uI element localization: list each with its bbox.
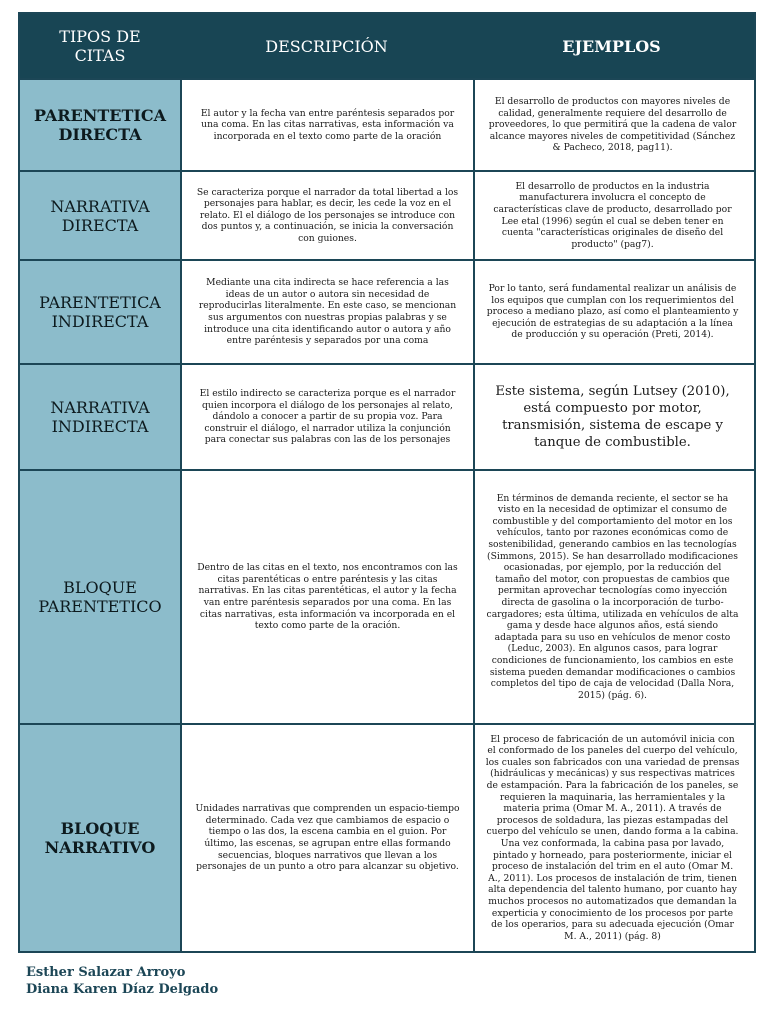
description-cell: Mediante una cita indirecta se hace referencia a las ideas de un autor o autora sin necesidad de reproducirlas literalmente. En este caso, se mencionan sus argumentos con nuestras propias palabras y se introduce una cita identificando autor o autora y año entre paréntesis y separados por una coma [180,261,473,363]
example-cell: El desarrollo de productos con mayores niveles de calidad, generalmente requiere del desarrollo de proveedores, lo que permitirá que la cadena de valor alcance mayores niveles de competitividad (Sánchez & Pacheco, 2018, pag11). [473,80,750,170]
table-row [20,259,754,363]
description-cell: Unidades narrativas que comprenden un espacio-tiempo determinado. Cada vez que cambiamos de espacio o tiempo o las dos, la escena cambia en el guion. Por último, las escenas, se agrupan entre ellas formando secuencias, bloques narrativos que llevan a los personajes de un punto a otro para alcanzar su objetivo. [180,725,473,951]
table-row [20,723,754,951]
type-label: PARENTETICA DIRECTA [20,80,180,170]
citation-types-table [18,12,756,953]
type-label: PARENTETICA INDIRECTA [20,261,180,363]
example-cell: El desarrollo de productos en la industria manufacturera involucra el concepto de características clave de producto, desarrollado por Lee etal (1996) según el cual se deben tener en cuenta "características originales de diseño del producto" (pag7). [473,172,750,259]
example-cell: El proceso de fabricación de un automóvil inicia con el conformado de los paneles del cuerpo del vehículo, los cuales son fabricados con una variedad de prensas (hidráulicas y mecánicas) y sus respectivas matrices de estampación. Para la fabricación de los paneles, se requieren la maquinaria, las herramientales y la materia prima (Omar M. A., 2011). A través de procesos de soldadura, las piezas estampadas del cuerpo del vehículo se unen, dando forma a la cabina. Una vez conformada, la cabina pasa por lavado, pintado y horneado, para posteriormente, iniciar el proceso de instalación del trim en el auto (Omar M. A., 2011). Los procesos de instalación de trim, tienen alta dependencia del talento humano, por cuanto hay muchos procesos no automatizados que demandan la experticia y conocimiento de los procesos por parte de los operarios, para su adecuada ejecución (Omar M. A., 2011) (pág. 8) [473,725,750,951]
description-cell: Se caracteriza porque el narrador da total libertad a los personajes para hablar, es decir, les cede la voz en el relato. El el diálogo de los personajes se introduce con dos puntos y, a continuación, se inicia la conversación con guiones. [180,172,473,259]
author-name: Diana Karen Díaz Delgado [26,982,219,997]
example-cell: En términos de demanda reciente, el sector se ha visto en la necesidad de optimizar el consumo de combustible y del comportamiento del motor en los vehículos, tanto por razones económicas como de sostenibilidad, generando cambios en las tecnologías (Simmons, 2015). Se han desarrollado modificaciones ocasionadas, por ejemplo, por la reducción del tamaño del motor, con propuestas de cambios que permitan aprovechar tecnologías como inyección directa de gasolina o la incorporación de turbo-cargadores; esta última, utilizada en vehículos de alta gama y desde hace algunos años, está siendo adaptada para su uso en vehículos de menor costo (Leduc, 2003). En algunos casos, para lograr condiciones de funcionamiento, los cambios en este sistema pueden demandar modificaciones o cambios completos del tipo de caja de velocidad (Dalla Nora, 2015) (pág. 6). [473,471,750,723]
description-cell: El autor y la fecha van entre paréntesis separados por una coma. En las citas narrativas, esta información va incorporada en el texto como parte de la oración [180,80,473,170]
type-label: NARRATIVA INDIRECTA [20,365,180,469]
authors-footer [26,964,218,998]
header-examples: EJEMPLOS [562,36,661,56]
description-cell: Dentro de las citas en el texto, nos encontramos con las citas parentéticas o entre paréntesis y las citas narrativas. En las citas parentéticas, el autor y la fecha van entre paréntesis separados por una coma. En las citas narrativas, esta información va incorporada en el texto como parte de la oración. [180,471,473,723]
author-name: Esther Salazar Arroyo [26,965,186,980]
type-label: NARRATIVA DIRECTA [20,172,180,259]
header-types: TIPOS DE CITAS [59,27,141,65]
example-cell: Este sistema, según Lutsey (2010), está compuesto por motor, transmisión, sistema de escape y tanque de combustible. [473,365,750,469]
table-row [20,469,754,723]
description-cell: El estilo indirecto se caracteriza porque es el narrador quien incorpora el diálogo de los personajes al relato, dándolo a conocer a partir de su propia voz. Para construir el diálogo, el narrador utiliza la conjunción para conectar sus palabras con las de los personajes [180,365,473,469]
type-label: BLOQUE NARRATIVO [20,725,180,951]
example-cell: Por lo tanto, será fundamental realizar un análisis de los equipos que cumplan con los requerimientos del proceso a mediano plazo, así como el planteamiento y ejecución de estrategias de su adaptación a la línea de producción y su operación (Preti, 2014). [473,261,750,363]
table-header [20,14,754,78]
type-label: BLOQUE PARENTETICO [20,471,180,723]
table-row [20,78,754,170]
table-row [20,170,754,259]
table-row [20,363,754,469]
header-description: DESCRIPCIÓN [265,36,388,56]
